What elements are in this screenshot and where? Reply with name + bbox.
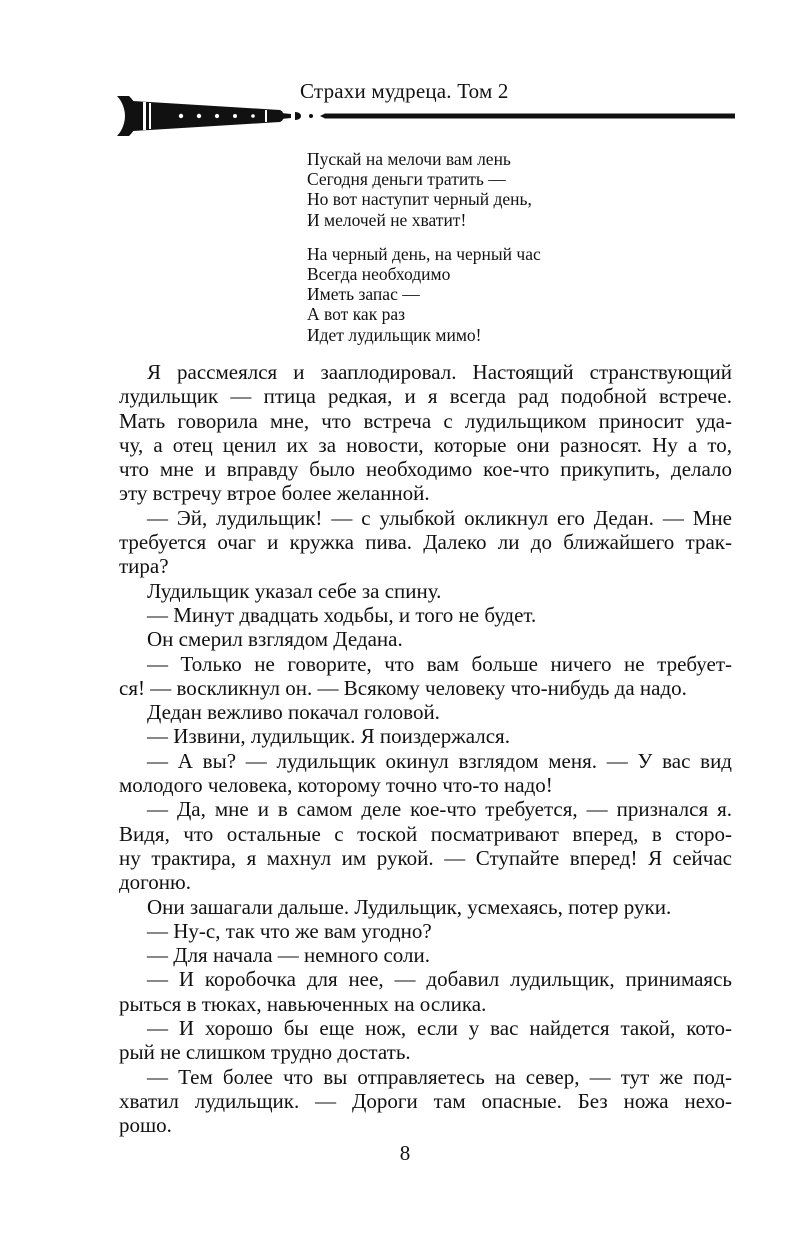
paragraph (119, 506, 732, 579)
text-line: ну трактира, я махнул им рукой. — Ступайте вперед! Я сейчас (119, 845, 732, 870)
text-line: Лудильщик указал себе за спину. (147, 578, 442, 603)
paragraph (119, 895, 732, 919)
poem-line: Пускай на мелочи вам лень (307, 149, 511, 169)
text-line: Видя, что остальные с тоской посматривают вперед, в сторо- (119, 821, 732, 846)
page-number: 8 (399, 1141, 411, 1165)
poem-stanza (307, 244, 541, 345)
paragraph (119, 1065, 732, 1138)
paragraph (119, 360, 732, 506)
poem-line: Идет лудильщик мимо! (307, 324, 482, 345)
paragraph (119, 627, 732, 651)
text-line: лудильщик — птица редкая, и я всегда рад подобной встрече. (119, 384, 732, 409)
text-line: — Да, мне и в самом деле кое-что требуется, — признался я. (147, 797, 732, 822)
text-line: — Для начала — немного соли. (147, 943, 430, 968)
paragraph (119, 724, 732, 748)
poem-stanza (307, 149, 541, 230)
paragraph (119, 749, 732, 798)
paragraph (119, 579, 732, 603)
text-line: Они зашагали дальше. Лудильщик, усмехаясь, потер руки. (147, 894, 672, 919)
text-line: — И коробочка для нее, — добавил лудильщик, принимаясь (147, 967, 732, 992)
paragraph (119, 700, 732, 724)
paragraph (119, 1016, 732, 1065)
text-line: Он смерил взглядом Дедана. (147, 627, 403, 652)
text-line: Дедан вежливо покачал головой. (147, 700, 440, 725)
text-line: требуется очаг и кружка пива. Далеко ли до ближайшего трак- (119, 530, 732, 555)
text-line: тира? (119, 554, 169, 579)
poem-line: Всегда необходимо (307, 264, 451, 285)
body-text (119, 360, 732, 1138)
paragraph (119, 797, 732, 894)
text-line: — Тем более что вы отправляетесь на север, — тут же под- (147, 1064, 732, 1089)
paragraph (119, 603, 732, 627)
text-line: что мне и вправду было необходимо кое-что прикупить, делало (119, 457, 732, 482)
poem-line: А вот как раз (307, 304, 406, 325)
poem-line: И мелочей не хватит! (307, 209, 467, 230)
text-line: — Эй, лудильщик! — с улыбкой окликнул его Дедан. — Мне (147, 505, 732, 530)
paragraph (119, 943, 732, 967)
poem-line: Но вот наступит черный день, (307, 189, 532, 210)
paragraph (119, 967, 732, 1016)
text-line: Я рассмеялся и зааплодировал. Настоящий странствующий (147, 360, 732, 384)
text-line: рый не слишком трудно достать. (119, 1040, 411, 1065)
poem-line: На черный день, на черный час (307, 243, 541, 264)
poem (307, 149, 541, 359)
poem-line: Сегодня деньги тратить — (307, 169, 506, 190)
text-line: — Минут двадцать ходьбы, и того не будет. (147, 602, 537, 627)
text-line: эту встречу втрое более желанной. (119, 481, 430, 506)
paragraph (119, 652, 732, 701)
text-line: хватил лудильщик. — Дороги там опасные. Без ножа нехо- (119, 1088, 732, 1113)
text-line: чу, а отец ценил их за новости, которые они разносят. Ну а то, (119, 432, 732, 457)
running-header-title: Страхи мудреца. Том 2 (300, 79, 509, 103)
text-line: рошо. (119, 1113, 172, 1138)
text-line: молодого человека, которому точно что-то надо! (119, 773, 553, 798)
text-line: ся! — воскликнул он. — Всякому человеку что-нибудь да надо. (119, 675, 687, 700)
text-line: — Извини, лудильщик. Я поиздержался. (147, 724, 510, 749)
text-line: рыться в тюках, навьюченных на ослика. (119, 991, 487, 1016)
text-line: — Только не говорите, что вам больше ничего не требует- (147, 651, 732, 676)
text-line: — И хорошо бы еще нож, если у вас найдется такой, кото- (147, 1016, 732, 1041)
text-line: Мать говорила мне, что встреча с лудильщиком приносит уда- (119, 408, 732, 433)
horn-ornament-icon (115, 95, 735, 137)
text-line: — А вы? — лудильщик окинул взглядом меня. — У вас вид (147, 748, 732, 773)
text-line: — Ну-с, так что же вам угодно? (147, 918, 432, 943)
paragraph (119, 919, 732, 943)
poem-line: Иметь запас — (307, 284, 420, 305)
text-line: догоню. (119, 870, 191, 895)
